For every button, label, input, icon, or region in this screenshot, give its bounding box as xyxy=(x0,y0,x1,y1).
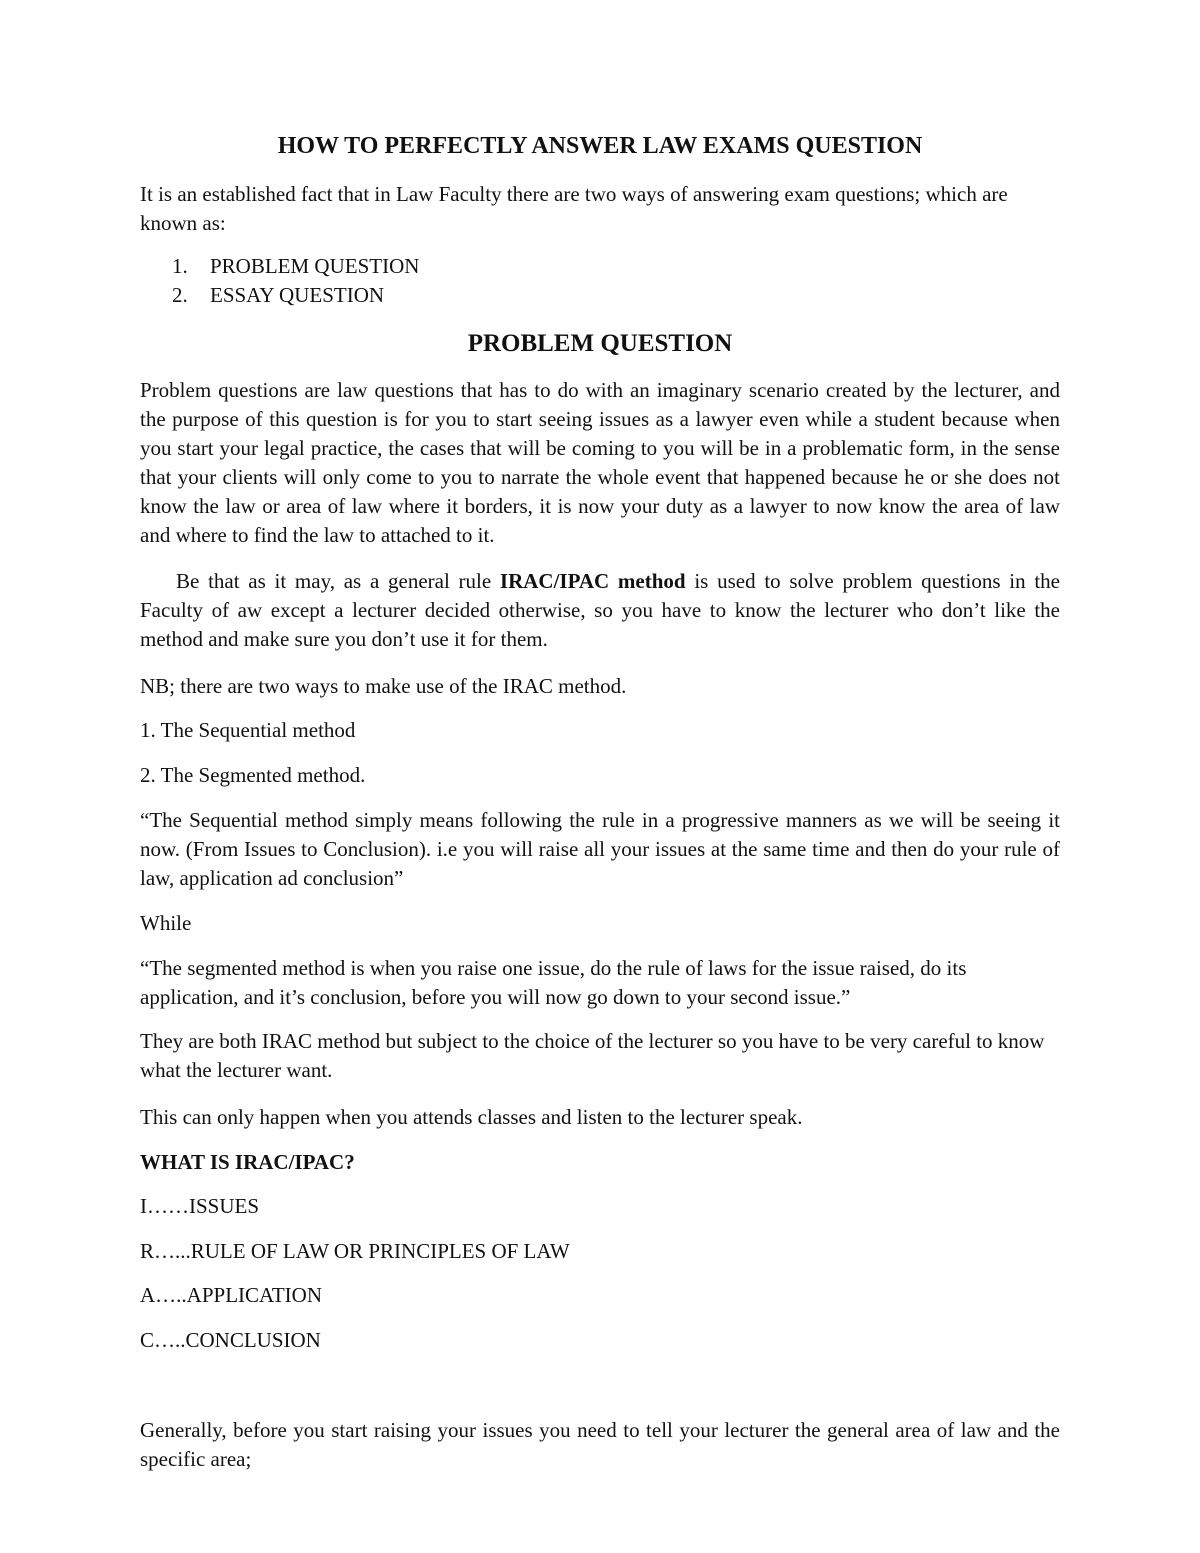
irac-rule-paragraph xyxy=(140,567,1060,654)
list-number: 2. xyxy=(172,283,188,307)
both-irac-paragraph: They are both IRAC method but subject to the choice of the lecturer so you have to be very careful to know what the lecturer want. xyxy=(140,1029,1045,1082)
rule-text-before: Be that as it may, as a general rule xyxy=(176,569,500,593)
irac-item-issues: I……ISSUES xyxy=(140,1194,260,1218)
rule-text-after: is used to solve problem questions in the Faculty of aw except a lecturer decided otherwise, so you have to know the lecturer who don’t like the method and make sure you don’t use it for them. xyxy=(140,569,1060,651)
generally-paragraph: Generally, before you start raising your issues you need to tell your lecturer the general area of law and the specific area; xyxy=(140,1418,1060,1471)
list-item-problem-question xyxy=(172,252,419,281)
list-text: PROBLEM QUESTION xyxy=(210,254,420,278)
rule-text-bold: IRAC/IPAC method xyxy=(499,569,686,593)
problem-question-paragraph: Problem questions are law questions that has to do with an imaginary scenario created by the lecturer, and the purpose of this question is for you to start seeing issues as a lawyer even while a student because when you start your legal practice, the cases that will be coming to you will be in a problematic form, in the sense that your clients will only come to you to narrate the whole event that happened because he or she does not know the law or area of law where it borders, it is now your duty as a lawyer to now know the area of law and where to find the law to attached to it. xyxy=(140,378,1060,547)
irac-item-application: A…..APPLICATION xyxy=(140,1283,323,1307)
list-text: ESSAY QUESTION xyxy=(210,283,385,307)
intro-paragraph: It is an established fact that in Law Faculty there are two ways of answering exam questions; which are known as: xyxy=(140,182,1008,235)
list-number: 1. xyxy=(172,254,188,278)
list-item-essay-question xyxy=(172,281,384,310)
irac-heading: WHAT IS IRAC/IPAC? xyxy=(140,1150,355,1174)
section-heading-problem-question: PROBLEM QUESTION xyxy=(467,330,733,357)
nb-line: NB; there are two ways to make use of the IRAC method. xyxy=(140,674,627,698)
method-sequential: 1. The Sequential method xyxy=(140,718,356,742)
irac-item-conclusion: C…..CONCLUSION xyxy=(140,1328,321,1352)
while-word: While xyxy=(140,911,192,935)
sequential-quote: “The Sequential method simply means following the rule in a progressive manners as we will be seeing it now. (From Issues to Conclusion). i.e you will raise all your issues at the same time and then do your rule of law, application ad conclusion” xyxy=(140,808,1060,890)
segmented-quote: “The segmented method is when you raise one issue, do the rule of laws for the issue raised, do its application, and it’s conclusion, before you will now go down to your second issue.” xyxy=(140,956,967,1009)
irac-item-rule: R…...RULE OF LAW OR PRINCIPLES OF LAW xyxy=(140,1239,570,1263)
document-title: HOW TO PERFECTLY ANSWER LAW EXAMS QUESTION xyxy=(277,133,923,159)
method-segmented: 2. The Segmented method. xyxy=(140,763,366,787)
attend-classes-paragraph: This can only happen when you attends classes and listen to the lecturer speak. xyxy=(140,1105,803,1129)
